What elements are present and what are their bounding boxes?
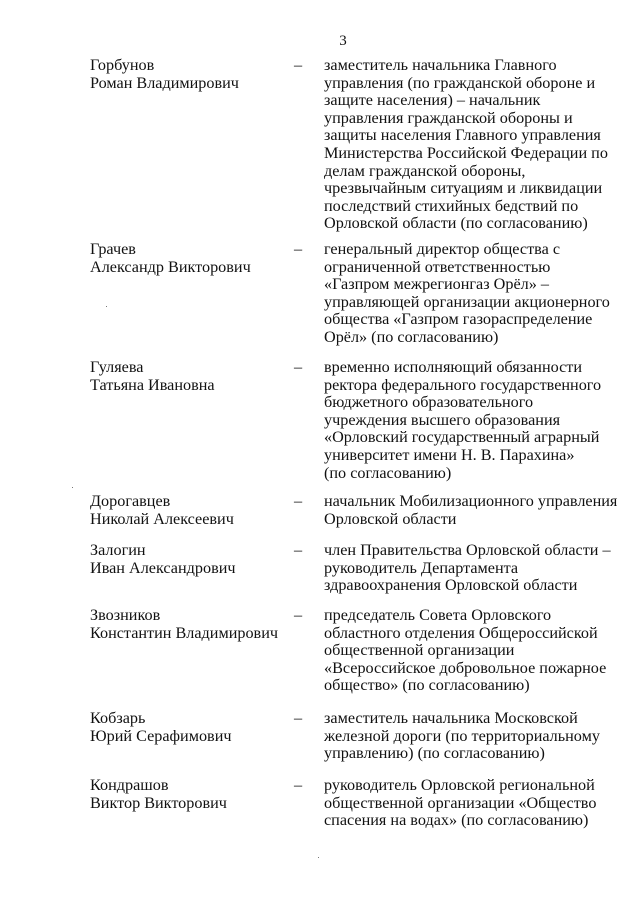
- person-position: генеральный директор общества с ограниченной ответственностью «Газпром межрегионгаз Орёл» – управляющей организации акционерного общества «Газпром газораспределение Орёл» (по согласованию): [324, 240, 610, 346]
- person-name: Горбунов Роман Владимирович: [90, 56, 239, 92]
- person-name: Дорогавцев Николай Алексеевич: [90, 492, 234, 528]
- scan-speck: [106, 306, 107, 307]
- dash-separator: –: [293, 56, 303, 74]
- page-number: 3: [339, 33, 347, 49]
- dash-separator: –: [293, 606, 303, 624]
- person-name: Залогин Иван Александрович: [90, 541, 236, 577]
- dash-separator: –: [293, 240, 303, 258]
- dash-separator: –: [293, 709, 303, 727]
- person-name: Кобзарь Юрий Серафимович: [90, 709, 232, 745]
- scan-speck: [318, 857, 319, 858]
- person-position: заместитель начальника Московской железной дороги (по территориальному управлению) (по согласованию): [324, 709, 600, 763]
- dash-separator: –: [293, 776, 303, 794]
- person-position: начальник Мобилизационного управления Орловской области: [324, 492, 618, 528]
- dash-separator: –: [293, 541, 303, 559]
- person-name: Кондрашов Виктор Викторович: [90, 776, 227, 812]
- person-position: председатель Совета Орловского областного отделения Общероссийской общественной организации «Всероссийское добровольное пожарное общество» (по согласованию): [324, 606, 607, 695]
- person-name: Грачев Александр Викторович: [90, 240, 251, 276]
- scan-speck: [72, 487, 73, 488]
- person-position: руководитель Орловской региональной общественной организации «Общество спасения на водах» (по согласованию): [324, 776, 597, 830]
- person-name: Звозников Константин Владимирович: [90, 606, 278, 642]
- dash-separator: –: [293, 358, 303, 376]
- person-position: временно исполняющий обязанности ректора федерального государственного бюджетного образовательного учреждения высшего образования «Орловский государственный аграрный университет имени Н. В. Парахина» (по согласованию): [324, 358, 602, 482]
- person-position: заместитель начальника Главного управления (по гражданской обороне и защите населения) – начальник управления гражданской обороны и защиты населения Главного управления Министерства Российской Федерации по делам гражданской обороны, чрезвычайным ситуациям и ликвидации последствий стихийных бедствий по Орловской области (по согласованию): [324, 56, 608, 233]
- person-position: член Правительства Орловской области – руководитель Департамента здравоохранения Орловской области: [324, 541, 611, 595]
- dash-separator: –: [293, 492, 303, 510]
- person-name: Гуляева Татьяна Ивановна: [90, 358, 215, 394]
